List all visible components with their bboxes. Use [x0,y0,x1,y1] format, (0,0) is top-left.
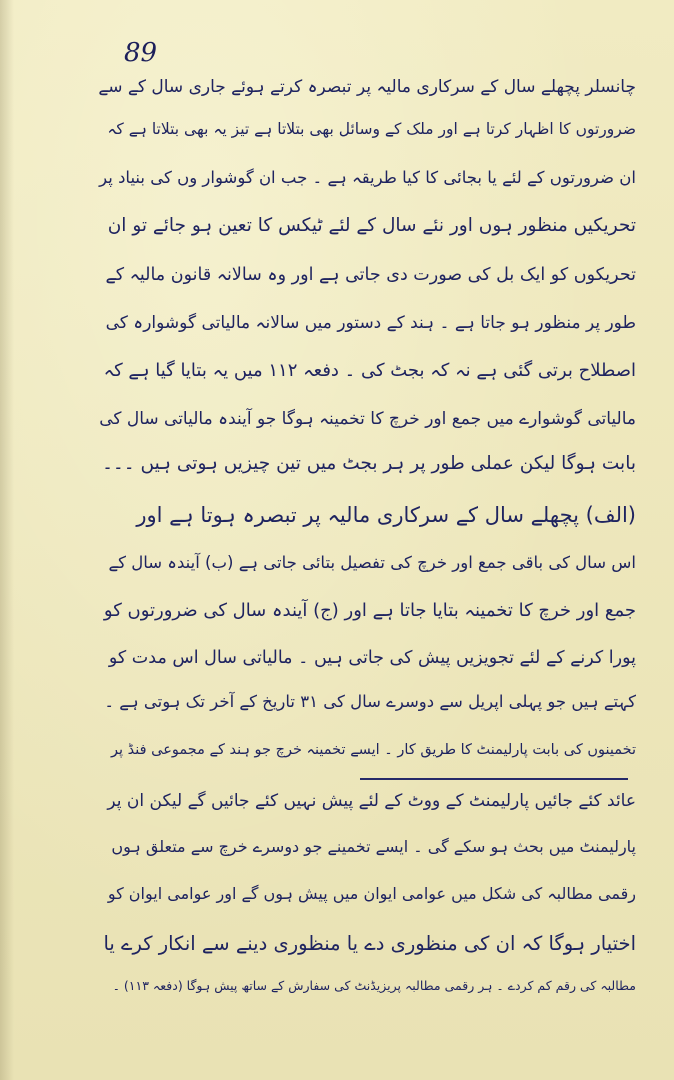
heading-underline [360,778,628,780]
text-line: مالیاتی گوشوارے میں جمع اور خرچ کا تخمینہ ہوگا جو آیندہ مالیاتی سال کی [99,409,636,429]
text-line: رقمی مطالبہ کی شکل میں عوامی ایوان میں پیش ہوں گے اور عوامی ایوان کو [107,884,636,903]
text-line: چانسلر پچھلے سال کے سرکاری مالیہ پر تبصرہ کرتے ہوئے جاری سال کے سے [98,77,636,97]
paragraph-start-line: (الف) پچھلے سال کے سرکاری مالیہ پر تبصرہ ہوتا ہے اور [136,503,636,527]
text-line: اختیار ہوگا کہ ان کی منظوری دے یا منظوری دینے سے انکار کرے یا [103,932,636,955]
text-line: طور پر منظور ہو جاتا ہے ۔ ہند کے دستور میں سالانہ مالیاتی گوشوارہ کی [105,313,636,333]
page-number: 89 [124,38,158,68]
text-line: تحریکیں منظور ہوں اور نئے سال کے لئے ٹیکس کا تعین ہو جائے تو ان [107,215,636,236]
page-edge-shadow [0,0,14,1080]
text-line: پارلیمنٹ میں بحث ہو سکے گی ۔ ایسے تخمینے جو دوسرے خرچ سے متعلق ہوں [111,837,636,856]
section-heading-line: تخمینوں کی بابت پارلیمنٹ کا طریق کار ۔ ایسے تخمینہ خرچ جو ہند کے مجموعی فنڈ پر [110,742,636,758]
text-line: اس سال کی باقی جمع اور خرچ کی تفصیل بتائی جاتی ہے (ب) آیندہ سال کے [108,553,636,572]
text-line: ان ضرورتوں کے لئے یا بجائی کا کیا طریقہ ہے ۔ جب ان گوشوار وں کی بنیاد پر [99,168,636,187]
text-line: بابت ہوگا لیکن عملی طور پر ہر بجٹ میں تین چیزیں ہوتی ہیں ۔۔۔ [102,453,636,474]
text-line: جمع اور خرچ کا تخمینہ بتایا جاتا ہے اور (ج) آیندہ سال کی ضرورتوں کو [103,600,636,621]
text-line: مطالبہ کی رقم کم کردے ۔ ہر رقمی مطالبہ پریزیڈنٹ کی سفارش کے ساتھ پیش ہوگا (دفعہ ۱۱۳) ۔ [112,978,636,993]
text-line: ضرورتوں کا اظہار کرتا ہے اور ملک کے وسائل بھی بتلاتا ہے تیز یہ بھی بتلاتا ہے کہ [107,120,636,138]
text-line: پورا کرنے کے لئے تجویزیں پیش کی جاتی ہیں ۔ مالیاتی سال اس مدت کو [108,648,636,668]
text-line: کہتے ہیں جو پہلی اپریل سے دوسرے سال کی ۳۱ تاریخ کے آخر تک ہوتی ہے ۔ [104,692,636,711]
text-line: اصطلاح برتی گئی ہے نہ کہ بجٹ کی ۔ دفعہ ۱۱۲ میں یہ بتایا گیا ہے کہ [103,360,636,381]
text-line: عائد کئے جائیں پارلیمنٹ کے ووٹ کے لئے پیش نہیں کئے جائیں گے لیکن ان پر [107,791,636,811]
text-line: تحریکوں کو ایک بل کی صورت دی جاتی ہے اور وہ سالانہ قانون مالیہ کے [105,265,636,285]
